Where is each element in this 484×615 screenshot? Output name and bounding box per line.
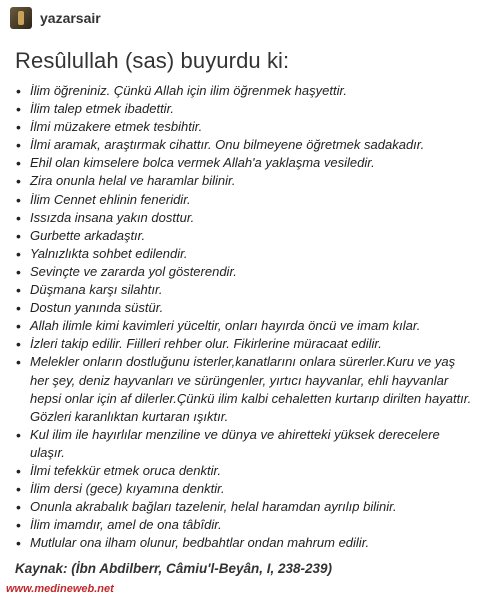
post-title: Resûlullah (sas) buyurdu ki:: [15, 48, 290, 73]
list-item: • Issızda insana yakın dosttur.: [14, 209, 476, 227]
list-item: • İlim Cennet ehlinin feneridir.: [14, 191, 476, 209]
list-item: • İlim öğreniniz. Çünkü Allah için ilim öğrenmek haşyettir.: [14, 82, 476, 100]
list-item: • Mutlular ona ilham olunur, bedbahtlar ondan mahrum edilir.: [14, 534, 476, 552]
list-item: • İlmi aramak, araştırmak cihattır. Onu bilmeyene öğretmek sadakadır.: [14, 136, 476, 154]
list-item: • Melekler onların dostluğunu isterler,kanatlarını onlara sürerler.Kuru ve yaş her şey, deniz hayvanları ve sürüngenler, yırtıcı hayvanlar, ehli hayvanlar hepsi onlar için af dilerler.Çünkü ilim kalbi cehaletten kurtarıp dirilten hayattır. Gözleri karanlıktan kurtaran ışıktır.: [14, 353, 476, 425]
list-item: • Yalnızlıkta sohbet edilendir.: [14, 245, 476, 263]
list-item: • Allah ilimle kimi kavimleri yüceltir, onları hayırda öncü ve imam kılar.: [14, 317, 476, 335]
list-item: • Dostun yanında süstür.: [14, 299, 476, 317]
list-item: • Gurbette arkadaştır.: [14, 227, 476, 245]
hadith-list: [14, 82, 476, 552]
list-item: • Sevinçte ve zararda yol gösterendir.: [14, 263, 476, 281]
source-citation: Kaynak: (İbn Abdilberr, Câmiu'l-Beyân, I, 238-239): [15, 561, 333, 576]
list-item: • İlmi tefekkür etmek oruca denktir.: [14, 462, 476, 480]
profile-avatar-icon[interactable]: [10, 7, 32, 29]
list-item: • İlim talep etmek ibadettir.: [14, 100, 476, 118]
list-item: • Onunla akrabalık bağları tazelenir, helal haramdan ayrılıp bilinir.: [14, 498, 476, 516]
list-item: • İlim imamdır, amel de ona tâbîdir.: [14, 516, 476, 534]
list-item: • İzleri takip edilir. Fiilleri rehber olur. Fikirlerine müracaat edilir.: [14, 335, 476, 353]
list-item: • İlmi müzakere etmek tesbihtir.: [14, 118, 476, 136]
post-header: [10, 6, 101, 30]
list-item: • Kul ilim ile hayırlılar menziline ve dünya ve ahiretteki yüksek derecelere ulaşır.: [14, 426, 476, 462]
username-link[interactable]: yazarsair: [40, 10, 101, 26]
list-item: • Ehil olan kimselere bolca vermek Allah'a yaklaşma vesiledir.: [14, 154, 476, 172]
list-item: • Düşmana karşı silahtır.: [14, 281, 476, 299]
watermark-link[interactable]: www.medineweb.net: [6, 583, 114, 595]
list-item: • Zira onunla helal ve haramlar bilinir.: [14, 172, 476, 190]
list-item: • İlim dersi (gece) kıyamına denktir.: [14, 480, 476, 498]
